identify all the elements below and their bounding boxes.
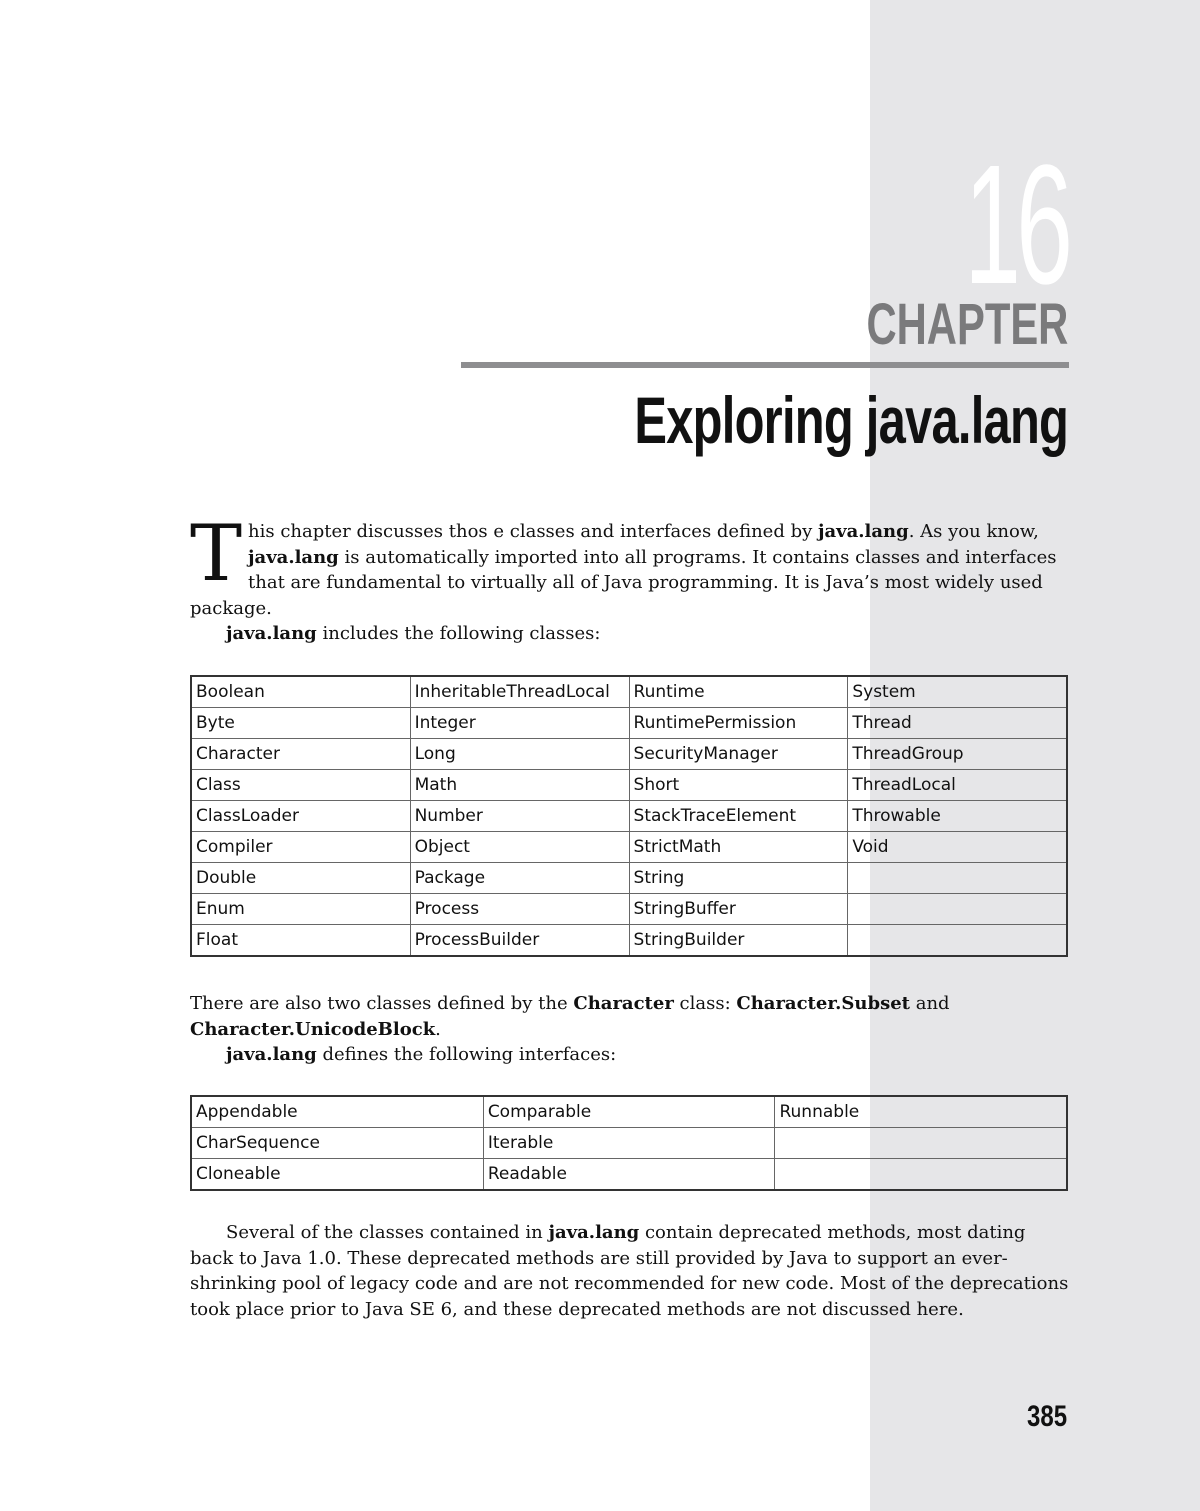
table-cell: Number [410,801,629,832]
chapter-title: Exploring java.lang [634,383,1068,457]
interfaces-table [190,1095,1068,1191]
dropcap: T [190,509,243,599]
table-cell: Short [629,770,848,801]
table-cell: ClassLoader [191,801,410,832]
table-cell: Process [410,894,629,925]
table-row [191,863,1067,894]
table-cell: InheritableThreadLocal [410,676,629,708]
table-cell: RuntimePermission [629,708,848,739]
table-cell: Iterable [483,1128,775,1159]
table-cell: Math [410,770,629,801]
table-cell: Throwable [848,801,1067,832]
table-row [191,1128,1067,1159]
table-cell: StringBuilder [629,925,848,957]
closing-paragraph: Several of the classes contained in java.lang contain deprecated methods, most dating back to Java 1.0. These deprecated methods are still provided by Java to support an ever-shrinking pool of legacy code and are not recommended for new code. Most of the deprecations took place prior to Java SE 6, and these deprecated methods are not discussed here. [190,1222,1069,1320]
table-cell: Integer [410,708,629,739]
table-row [191,801,1067,832]
table-cell: Object [410,832,629,863]
table-cell: Enum [191,894,410,925]
chapter-number: 16 [964,130,1068,320]
table-cell: String [629,863,848,894]
table-cell: ProcessBuilder [410,925,629,957]
chapter-label: CHAPTER [866,292,1068,357]
intro-paragraph: This chapter discusses thos e classes and interfaces defined by java.lang. As you know, java.lang is automatically imported into all programs. It contains classes and interfaces that are fundamental to virtually all of Java programming. It is Java’s most widely used package. java.lang includes the following classes: [190,519,1070,647]
table-cell: Double [191,863,410,894]
table-cell [775,1128,1067,1159]
classes-table [190,675,1068,957]
table-cell: Cloneable [191,1159,483,1191]
table-cell: ThreadLocal [848,770,1067,801]
table-cell [848,894,1067,925]
page-number: 385 [1026,1400,1067,1433]
table-cell: System [848,676,1067,708]
table-cell [848,925,1067,957]
middle-paragraph: There are also two classes defined by the Character class: Character.Subset and Character.UnicodeBlock. java.lang defines the following interfaces: [190,991,1070,1068]
table-cell: Void [848,832,1067,863]
table-cell: StackTraceElement [629,801,848,832]
table-cell: Float [191,925,410,957]
table-cell: Runnable [775,1096,1067,1128]
interfaces-intro: java.lang defines the following interfaces: [226,1044,617,1065]
table-cell: Class [191,770,410,801]
table-cell: Boolean [191,676,410,708]
table-row [191,708,1067,739]
classes-intro: java.lang includes the following classes: [226,623,601,644]
table-cell: Runtime [629,676,848,708]
table-cell: Thread [848,708,1067,739]
table-row [191,832,1067,863]
table-cell: Appendable [191,1096,483,1128]
table-row [191,1159,1067,1191]
table-cell: Comparable [483,1096,775,1128]
table-cell: StringBuffer [629,894,848,925]
table-row [191,925,1067,957]
table-cell [775,1159,1067,1191]
table-cell: Byte [191,708,410,739]
table-cell: SecurityManager [629,739,848,770]
table-row [191,1096,1067,1128]
table-cell: StrictMath [629,832,848,863]
table-row [191,739,1067,770]
table-cell: Compiler [191,832,410,863]
table-cell: Package [410,863,629,894]
table-cell: ThreadGroup [848,739,1067,770]
table-cell: Readable [483,1159,775,1191]
table-cell: Character [191,739,410,770]
table-row [191,894,1067,925]
table-cell: CharSequence [191,1128,483,1159]
table-cell: Long [410,739,629,770]
table-row [191,770,1067,801]
title-rule [461,362,1069,368]
table-cell [848,863,1067,894]
table-row [191,676,1067,708]
